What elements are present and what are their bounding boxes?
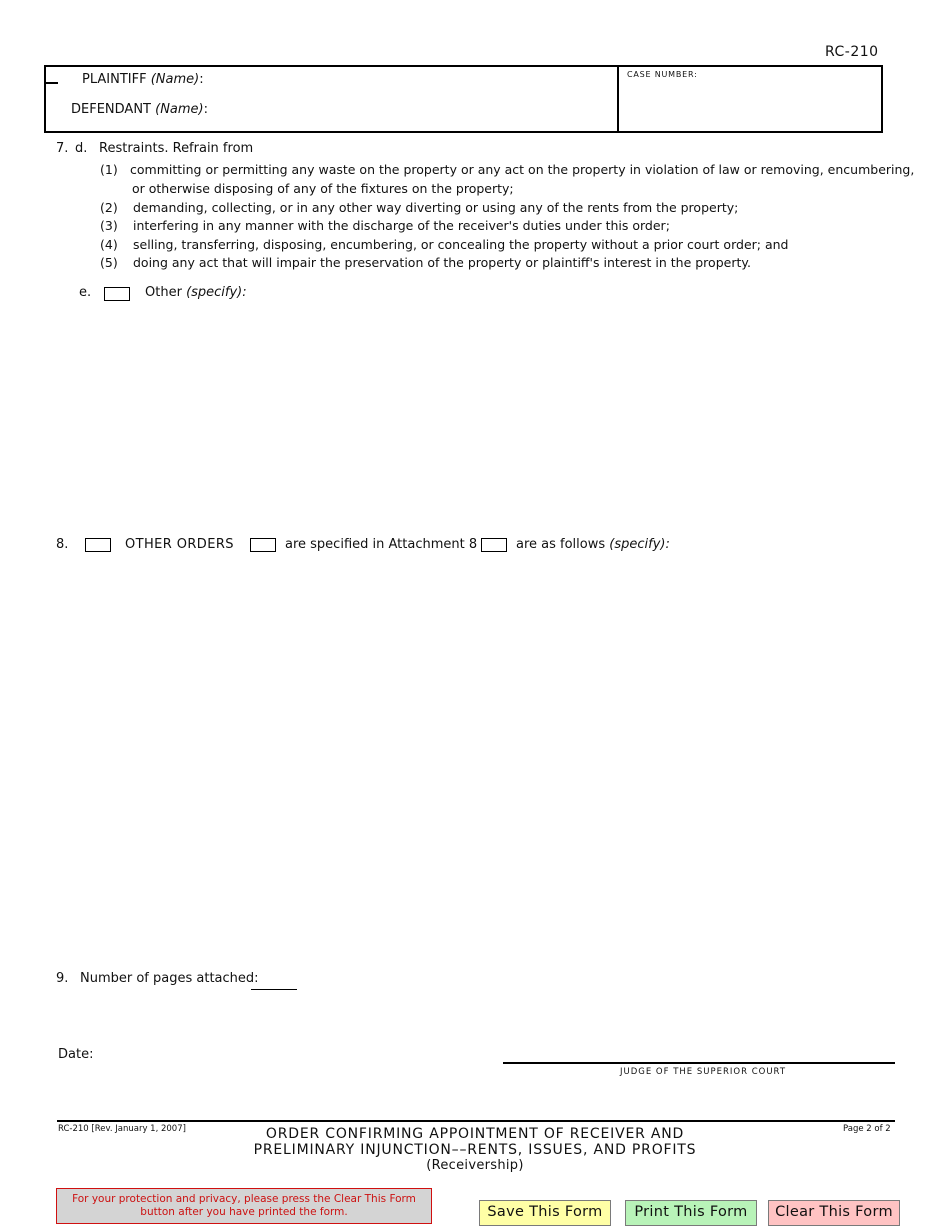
pages-attached-input[interactable] <box>251 975 297 990</box>
restraint-text: or otherwise disposing of any of the fixtures on the property; <box>132 181 514 196</box>
plaintiff-hint: (Name) <box>150 72 200 87</box>
as-follows-text: are as follows <box>516 537 606 552</box>
case-number-label: CASE NUMBER: <box>627 70 698 79</box>
restraint-num: (3) <box>100 218 118 233</box>
item7-sub-e: e. <box>79 285 92 300</box>
pages-attached-label: Number of pages attached: <box>80 971 259 986</box>
attachment-8-checkbox[interactable] <box>250 538 276 552</box>
other-specify-textarea[interactable] <box>96 310 886 520</box>
as-follows-label <box>516 537 670 552</box>
item9-number: 9. <box>56 971 69 986</box>
form-title-line1: ORDER CONFIRMING APPOINTMENT OF RECEIVER AND <box>265 1126 685 1142</box>
defendant-colon: : <box>203 102 209 117</box>
form-title-line2: PRELIMINARY INJUNCTION––RENTS, ISSUES, AND PROFITS <box>253 1142 697 1158</box>
restraints-heading: Restraints. Refrain from <box>99 141 254 156</box>
restraint-num: (5) <box>100 255 118 270</box>
restraint-text: selling, transferring, disposing, encumbering, or concealing the property without a prior court order; and <box>133 237 789 252</box>
restraint-text: interfering in any manner with the discharge of the receiver's duties under this order; <box>133 218 670 233</box>
other-orders-textarea[interactable] <box>56 560 886 950</box>
page-number: Page 2 of 2 <box>843 1124 891 1134</box>
form-revision: RC-210 [Rev. January 1, 2007] <box>58 1124 186 1134</box>
attachment-8-label: are specified in Attachment 8 <box>285 537 478 552</box>
footer-rule <box>57 1120 895 1122</box>
save-form-button[interactable]: Save This Form <box>479 1200 611 1226</box>
caption-divider <box>617 65 619 133</box>
other-orders-checkbox[interactable] <box>85 538 111 552</box>
form-number: RC-210 <box>825 44 879 60</box>
restraint-text: committing or permitting any waste on the property or any act on the property in violation of law or removing, encumbering, <box>130 162 915 177</box>
judge-label: JUDGE OF THE SUPERIOR COURT <box>620 1067 787 1077</box>
restraint-text: doing any act that will impair the preservation of the property or plaintiff's interest in the property. <box>133 255 751 270</box>
defendant-label: DEFENDANT <box>71 102 151 117</box>
print-form-button[interactable]: Print This Form <box>625 1200 757 1226</box>
other-checkbox[interactable] <box>104 287 130 301</box>
form-subtitle: (Receivership) <box>426 1158 524 1173</box>
defendant-hint: (Name) <box>155 102 204 117</box>
other-orders-label: OTHER ORDERS <box>125 537 234 552</box>
plaintiff-colon: : <box>199 72 204 87</box>
item7-number: 7. <box>56 141 69 156</box>
as-follows-hint: (specify): <box>609 537 670 552</box>
restraint-num: (4) <box>100 237 118 252</box>
item8-number: 8. <box>56 537 69 552</box>
plaintiff-label: PLAINTIFF <box>82 72 147 87</box>
privacy-notice-line2: button after you have printed the form. <box>140 1206 348 1218</box>
restraint-num: (2) <box>100 200 118 215</box>
other-hint: (specify): <box>186 285 247 300</box>
date-input[interactable] <box>100 1044 400 1064</box>
item7-sub-d: d. <box>75 141 88 156</box>
clear-form-button[interactable]: Clear This Form <box>768 1200 900 1226</box>
as-follows-checkbox[interactable] <box>481 538 507 552</box>
other-label <box>145 285 247 300</box>
judge-signature-line <box>503 1062 895 1064</box>
plaintiff-field[interactable] <box>82 72 204 87</box>
defendant-field[interactable] <box>71 102 208 117</box>
privacy-notice <box>56 1188 432 1224</box>
restraint-num: (1) <box>100 162 118 177</box>
privacy-notice-line1: For your protection and privacy, please press the Clear This Form <box>72 1193 416 1205</box>
caption-tick <box>46 82 58 84</box>
date-label: Date: <box>58 1047 94 1062</box>
other-text: Other <box>145 285 182 300</box>
case-number-input[interactable] <box>622 84 880 128</box>
restraint-text: demanding, collecting, or in any other way diverting or using any of the rents from the property; <box>133 200 739 215</box>
